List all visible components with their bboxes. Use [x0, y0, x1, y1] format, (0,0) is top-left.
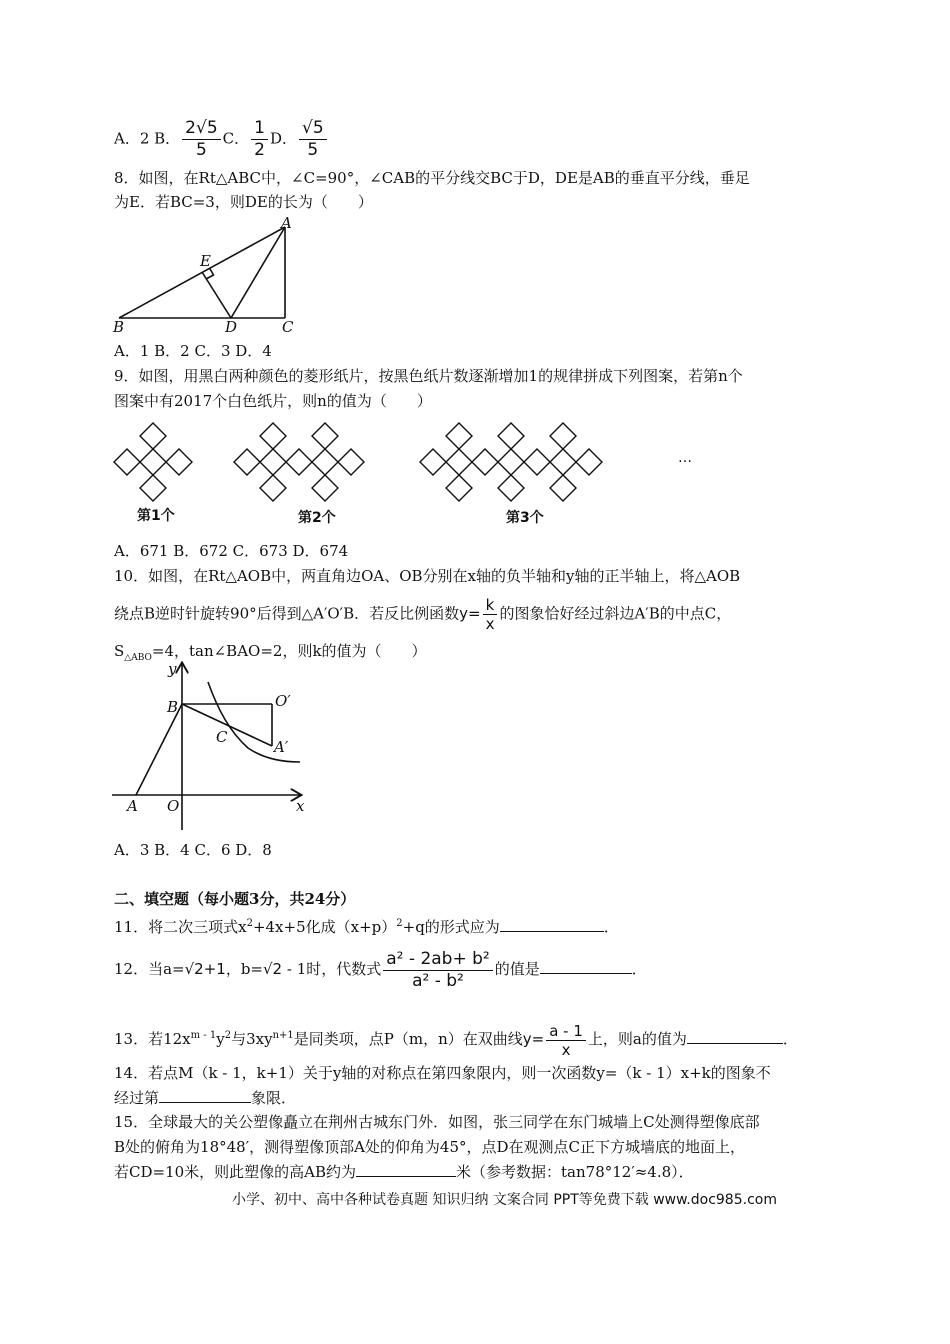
q7-option-d: D．: [269, 129, 297, 148]
rhombus-p3-end-0: [420, 449, 446, 475]
rhombus-p3-bottom-1: [498, 475, 524, 501]
q12-expression-frac: [383, 949, 492, 992]
q11-sup1: 2: [246, 918, 253, 929]
q9-line2: 图案中有2017个白色纸片，则n的值为（ ）: [114, 392, 432, 410]
rhombus-p2-center-1: [312, 449, 338, 475]
footer-text: 小学、初中、高中各种试卷真题 知识归纳 文案合同 PPT等免费下载 www.doc985.com: [232, 1192, 777, 1208]
q8-label-d: D: [225, 318, 238, 336]
q13-post: 上，则a的值为: [587, 1030, 687, 1048]
q9-ellipsis: …: [678, 450, 692, 466]
q10-label-b: B: [167, 698, 179, 716]
rhombus-p2-top-1: [312, 423, 338, 449]
rhombus-p1-end-1: [166, 449, 192, 475]
q10-label-o: O: [167, 797, 180, 815]
q7-frac-c-den: 2: [251, 139, 268, 161]
rhombus-p3-center-0: [446, 449, 472, 475]
q10-label-x: x: [296, 797, 305, 815]
q10-label-a: A: [127, 797, 138, 815]
q7-frac-d: [299, 118, 327, 161]
rhombus-p2-end-0: [234, 449, 260, 475]
q11-sup2: 2: [396, 918, 403, 929]
q13-line: [114, 1012, 798, 1063]
q10-coordinate-figure: [110, 660, 310, 832]
q9-caption-1: 第1个: [137, 508, 175, 524]
q11-mid: +4x+5化成（x+p）: [252, 918, 397, 936]
q8-triangle-figure: [110, 214, 310, 336]
q10-label-y: y: [168, 660, 177, 678]
q8-line2: 为E．若BC=3，则DE的长为（ ）: [114, 193, 373, 211]
q7-frac-c-num: 1: [254, 118, 265, 138]
rhombus-p3-center-1: [498, 449, 524, 475]
q14-line1: 14．若点M（k - 1，k+1）关于y轴的对称点在第四象限内，则一次函数y=（k - 1）x+k的图象不: [114, 1064, 771, 1082]
rhombus-p2-bottom-1: [312, 475, 338, 501]
q13-func-den: x: [546, 1040, 586, 1059]
q15-line3-pre: 若CD=10米，则此塑像的高AB约为: [114, 1163, 357, 1181]
q10-label-c: C: [216, 728, 228, 746]
q15-line1: 15．全球最大的关公塑像矗立在荆州古城东门外．如图，张三同学在东门城墙上C处测得塑像底部: [114, 1113, 760, 1131]
q12-post: 的值是: [494, 960, 540, 978]
q9-rhombus-pattern-figure: [110, 422, 700, 532]
q12-mid2: - 1时，代数式: [282, 960, 382, 978]
q12-expression-num: a² - 2ab+ b²: [386, 948, 490, 969]
q10-func-num: k: [485, 596, 495, 614]
q13-func-y: y=: [522, 1030, 545, 1048]
rhombus-p3-bottom-2: [550, 475, 576, 501]
q13-func-frac: [546, 1022, 586, 1059]
rhombus-p3-end-3: [576, 449, 602, 475]
rhombus-p3-end-1: [472, 449, 498, 475]
rhombus-p1-top-0: [140, 423, 166, 449]
q10-s: S: [114, 642, 125, 660]
q10-line1: 10．如图，在Rt△AOB中，两直角边OA、OB分别在x轴的负半轴和y轴的正半轴上，将△AOB: [114, 567, 741, 585]
rhombus-p3-bottom-0: [446, 475, 472, 501]
rhombus-p2-end-1: [286, 449, 312, 475]
q10-func-den: x: [483, 614, 498, 633]
q14-answer-blank[interactable]: [159, 1088, 251, 1103]
q10-line2-post: 的图象恰好经过斜边A′B的中点C，: [499, 604, 732, 623]
q8-label-b: B: [113, 318, 125, 336]
q7-frac-d-num: √5: [301, 118, 324, 138]
q12-end: ．: [631, 960, 647, 978]
q12-pre: 12．当a=: [114, 960, 185, 978]
q8-label-a: A: [281, 214, 292, 232]
q7-frac-b: [182, 118, 220, 161]
rhombus-p3-center-2: [550, 449, 576, 475]
rhombus-p3-top-0: [446, 423, 472, 449]
q8-line1: 8．如图，在Rt△ABC中，∠C=90°，∠CAB的平分线交BC于D，DE是AB的垂直平分线，垂足: [114, 169, 750, 187]
q10-func-frac: [483, 596, 498, 633]
q10-s-sub: △ABO: [124, 653, 152, 663]
q12-mid: ，b=: [225, 960, 263, 978]
q9-caption-2: 第2个: [298, 510, 336, 526]
q13-pre: 13．若12x: [114, 1030, 191, 1048]
q13-sup1: m - 1: [190, 1030, 217, 1041]
rhombus-p2-top-0: [260, 423, 286, 449]
q13-mid1: y: [216, 1030, 225, 1048]
q7-option-a: A．2 B．: [114, 129, 181, 148]
q8-label-e: E: [200, 252, 211, 270]
q11-end: ．: [603, 918, 619, 936]
q12-b-value: √2: [263, 960, 283, 978]
q8-options: A．1 B．2 C．3 D．4: [114, 342, 272, 360]
q11-post: +q的形式应为: [402, 918, 500, 936]
q9-line1: 9．如图，用黑白两种颜色的菱形纸片，按黑色纸片数逐渐增加1的规律拼成下列图案，若第n个: [114, 367, 743, 385]
q13-answer-blank[interactable]: [687, 1029, 783, 1044]
rhombus-p3-top-2: [550, 423, 576, 449]
q15-line3: [114, 1162, 694, 1182]
rhombus-p2-bottom-0: [260, 475, 286, 501]
q11-line: [114, 914, 619, 937]
q7-option-c: C．: [222, 129, 250, 148]
q13-end: ．: [782, 1030, 798, 1048]
q11-pre: 11．将二次三项式x: [114, 918, 247, 936]
q7-frac-b-den: 5: [182, 139, 220, 161]
q9-caption-3: 第3个: [506, 510, 544, 526]
q13-mid2: 与3xy: [231, 1030, 273, 1048]
q10-label-o-prime: O′: [275, 692, 291, 710]
q10-segment-ab: [136, 704, 182, 795]
q14-line2-pre: 经过第: [114, 1089, 160, 1107]
q10-label-a-prime: A′: [274, 738, 289, 756]
q9-options: A．671 B．672 C．673 D．674: [114, 542, 349, 560]
q7-frac-d-den: 5: [299, 139, 327, 161]
section2-title: 二、填空题（每小题3分，共24分）: [114, 890, 356, 908]
q11-answer-blank[interactable]: [500, 917, 604, 932]
q12-expression-den: a² - b²: [383, 970, 492, 992]
rhombus-p2-end-2: [338, 449, 364, 475]
q10-func-y: y=: [459, 604, 481, 623]
q7-frac-c: [251, 118, 268, 161]
q7-frac-b-num: 2√5: [185, 118, 218, 138]
q12-answer-blank[interactable]: [540, 959, 632, 974]
q10-line3-post: =4，tan∠BAO=2，则k的值为（ ）: [151, 642, 427, 660]
rhombus-p1-center-0: [140, 449, 166, 475]
q8-label-c: C: [282, 318, 294, 336]
q7-options: [114, 118, 329, 161]
rhombus-p1-end-0: [114, 449, 140, 475]
q10-line2-pre: 绕点B逆时针旋转90°后得到△A′O′B．若反比例函数: [114, 604, 460, 623]
q14-line2: [114, 1088, 296, 1108]
rhombus-p2-center-0: [260, 449, 286, 475]
q13-sup2: 2: [224, 1030, 232, 1041]
q12-line: [114, 944, 647, 994]
rhombus-p3-top-1: [498, 423, 524, 449]
q15-line3-post: 米（参考数据：tan78°12′≈4.8）．: [456, 1163, 694, 1181]
q13-mid3: 是同类项，点P（m，n）在双曲线: [293, 1030, 523, 1048]
q13-sup3: n+1: [272, 1030, 294, 1041]
rhombus-p1-bottom-0: [140, 475, 166, 501]
q12-a-value: √2+1: [184, 960, 226, 978]
q15-line2: B处的俯角为18°48′，测得塑像顶部A处的仰角为45°，点D在观测点C正下方城墙底的地面上，: [114, 1138, 746, 1156]
q10-options: A．3 B．4 C．6 D．8: [114, 841, 272, 859]
rhombus-p3-end-2: [524, 449, 550, 475]
q15-answer-blank[interactable]: [356, 1162, 456, 1177]
q8-segment-ad: [231, 227, 285, 318]
q10-line2: [114, 596, 731, 633]
q14-line2-post: 象限．: [251, 1089, 297, 1107]
q13-func-num: a - 1: [549, 1021, 583, 1040]
